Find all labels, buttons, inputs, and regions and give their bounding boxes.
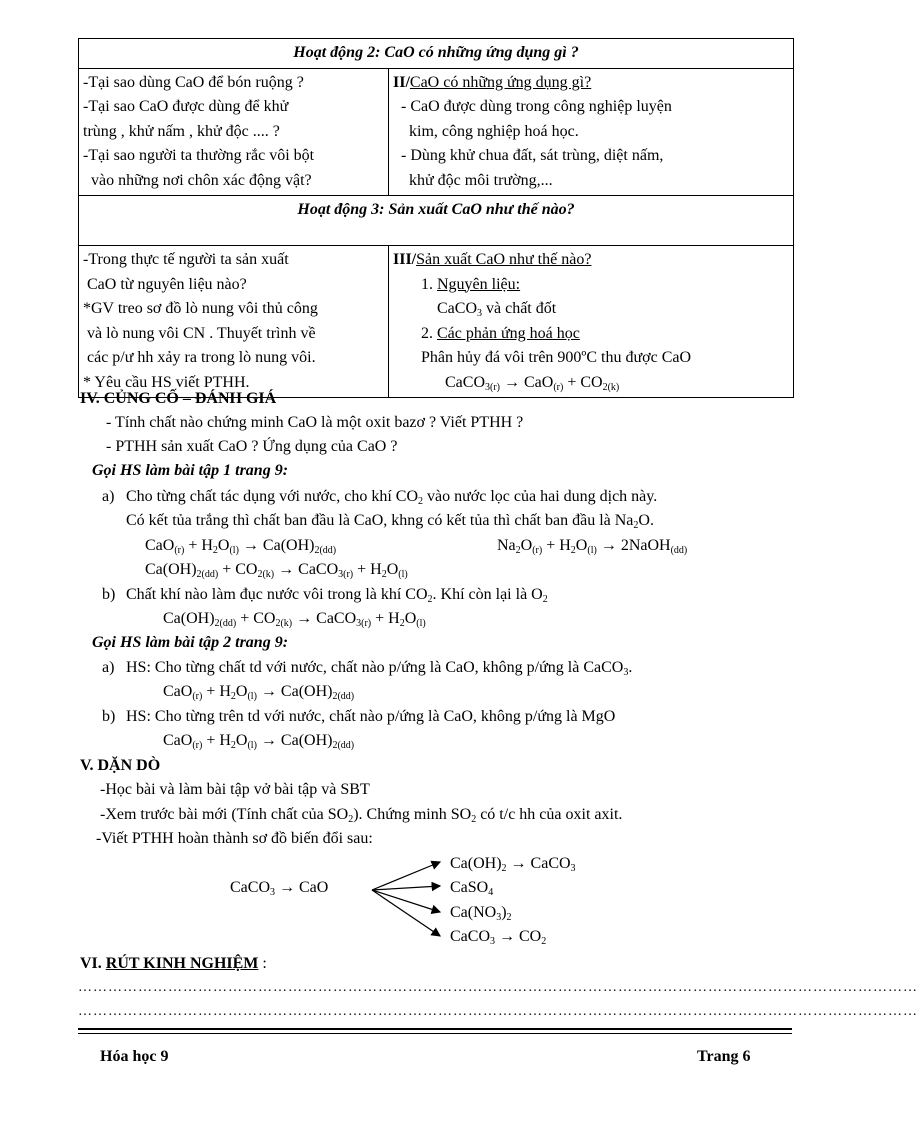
note-line: *GV treo sơ đồ lò nung vôi thủ công <box>83 300 318 317</box>
exercise-1a-line2: Có kết tủa trắng thì chất ban đầu là CaO, khng có kết tủa thì chất ban đầu là $Na_2O$. <box>126 512 654 531</box>
section-iv-title: IV. CỦNG CỐ – ĐÁNH GIÁ <box>80 390 277 407</box>
exercise-2a-label: a) <box>102 659 115 676</box>
notes-dotted-line-2: …………………………………………………………………………………………………………………………………………………… <box>78 1004 918 1019</box>
footer-rule-thin <box>78 1033 792 1034</box>
content-line: khử độc môi trường,... <box>393 171 553 189</box>
review-question-2: - PTHH sản xuất CaO ? Ứng dụng của CaO ? <box>106 438 398 455</box>
content-line: - Dùng khử chua đất, sát trùng, diệt nấm, <box>393 147 664 164</box>
homework-line-2: -Xem trước bài mới (Tính chất của $SO_2$). Chứng minh $SO_2$ có t/c hh của oxit axit. <box>100 806 623 825</box>
footer-page-number: Trang 6 <box>697 1048 751 1065</box>
note-line: -Trong thực tế người ta sản xuất <box>83 251 289 268</box>
exercise-2-heading: Gọi HS làm bài tập 2 trang 9: <box>92 634 289 651</box>
scheme-start: CaCO$_3$ → CaO <box>230 879 329 898</box>
section-vi-title: VI. RÚT KINH NGHIỆM : <box>80 955 267 972</box>
section-number: III/ <box>393 251 417 268</box>
exercise-1b-label: b) <box>102 586 116 603</box>
footer-subject: Hóa học 9 <box>100 1048 169 1065</box>
homework-line-1: -Học bài và làm bài tập vở bài tập và SBT <box>100 781 370 798</box>
decomposition-equation: CaCO$_{3(r)}$ → $CaO_{(r)} + CO_{2(k)}$ <box>445 373 620 393</box>
homework-line-3: -Viết PTHH hoàn thành sơ đồ biến đổi sau: <box>96 830 373 847</box>
exercise-2b-label: b) <box>102 708 116 725</box>
scheme-branch-3: $Ca(NO_3)_2$ <box>450 904 512 923</box>
item-heading: Nguyên liệu: <box>437 275 521 293</box>
question-line: vào những nơi chôn xác động vật? <box>83 171 312 189</box>
equation-na2o-water: $Na_2O_{(r)} + H_2O_{(l)}$ → 2NaOH$_{(dd)}$ <box>497 537 688 556</box>
equation-2b: $CaO_{(r)} + H_2O_{(l)} \to Ca(OH)_{2(dd)}$ <box>163 732 355 751</box>
exercise-1a-label: a) <box>102 488 115 505</box>
content-line: kim, công nghiệp hoá học. <box>393 122 579 140</box>
activity-2-table <box>78 38 794 398</box>
section-number: II/ <box>393 73 410 91</box>
review-question-1: - Tính chất nào chứng minh CaO là một oxit bazơ ? Viết PTHH ? <box>106 414 524 431</box>
scheme-branch-arrows <box>370 858 448 940</box>
content-line: - CaO được dùng trong công nghiệp luyện <box>393 98 672 115</box>
question-line: -Tại sao CaO được dùng để khử <box>83 98 289 115</box>
section-heading: CaO có những ứng dụng gì? <box>409 73 592 91</box>
equation-cao-water: $CaO_{(r)} + H_2O_{(l)} \to Ca(OH)_{2(dd)}$ <box>145 537 337 556</box>
raw-materials: CaCO$_3$ và chất đốt <box>437 300 557 319</box>
item-number: 1. <box>421 275 433 293</box>
notes-dotted-line-1: …………………………………………………………………………………………………………………………………………………… <box>78 980 918 995</box>
question-line: -Tại sao dùng CaO để bón ruộng ? <box>83 73 304 91</box>
scheme-branch-2: CaSO$_4$ <box>450 879 494 898</box>
exercise-1b-line: Chất khí nào làm đục nước vôi trong là khí $CO_2$. Khí còn lại là $O_2$ <box>126 586 548 605</box>
note-line: CaO từ nguyên liệu nào? <box>83 275 247 293</box>
exercise-1-heading: Gọi HS làm bài tập 1 trang 9: <box>92 462 289 479</box>
equation-2a: $CaO_{(r)} + H_2O_{(l)} \to Ca(OH)_{2(dd)}$ <box>163 683 355 702</box>
activity-2-teacher-questions <box>79 68 389 196</box>
activity-3-teacher-notes <box>79 246 389 398</box>
activity-2-content <box>389 68 794 196</box>
question-line: trùng , khử nấm , khử độc .... ? <box>83 122 280 140</box>
section-heading: Sản xuất CaO như thế nào? <box>416 251 592 268</box>
activity-2-title: Hoạt động 2: CaO có những ứng dụng gì ? <box>79 39 794 69</box>
equation-caoh2-co2: $Ca(OH)_{2(dd)} + CO_{2(k)}$ → CaCO$_{3(r)}$ + $H_2O_{(l)}$ <box>145 561 408 580</box>
footer-rule-thick <box>78 1028 792 1030</box>
equation-limewater: $Ca(OH)_{2(dd)} + CO_{2(k)}$ → CaCO$_{3(r)}$ + $H_2O_{(l)}$ <box>163 610 426 629</box>
scheme-branch-4: CaCO$_3$ → $CO_2$ <box>450 928 547 947</box>
note-line: * Yêu cầu HS viết PTHH. <box>83 373 250 391</box>
decomposition-text: Phân hủy đá vôi trên 900ºC thu được CaO <box>421 349 692 366</box>
exercise-2b-line: HS: Cho từng trên td với nước, chất nào p/ứng là CaO, không p/ứng là MgO <box>126 708 616 725</box>
activity-3-title: Hoạt động 3: Sản xuất CaO như thế nào? <box>79 196 794 246</box>
section-v-title: V. DẶN DÒ <box>80 757 161 774</box>
activity-3-content <box>389 246 794 398</box>
item-number: 2. <box>421 324 433 342</box>
question-line: -Tại sao người ta thường rắc vôi bột <box>83 147 315 164</box>
note-line: và lò nung vôi CN . Thuyết trình về <box>83 324 316 342</box>
exercise-1a-line1: Cho từng chất tác dụng với nước, cho khí $CO_2$ vào nước lọc của hai dung dịch này. <box>126 488 658 507</box>
item-heading: Các phản ứng hoá học <box>437 324 580 342</box>
note-line: các p/ư hh xảy ra trong lò nung vôi. <box>83 349 316 366</box>
exercise-2a-line: HS: Cho từng chất td với nước, chất nào p/ứng là CaO, không p/ứng là CaCO$_3$. <box>126 659 633 678</box>
scheme-branch-1: $Ca(OH)_2$ → CaCO$_3$ <box>450 855 576 874</box>
